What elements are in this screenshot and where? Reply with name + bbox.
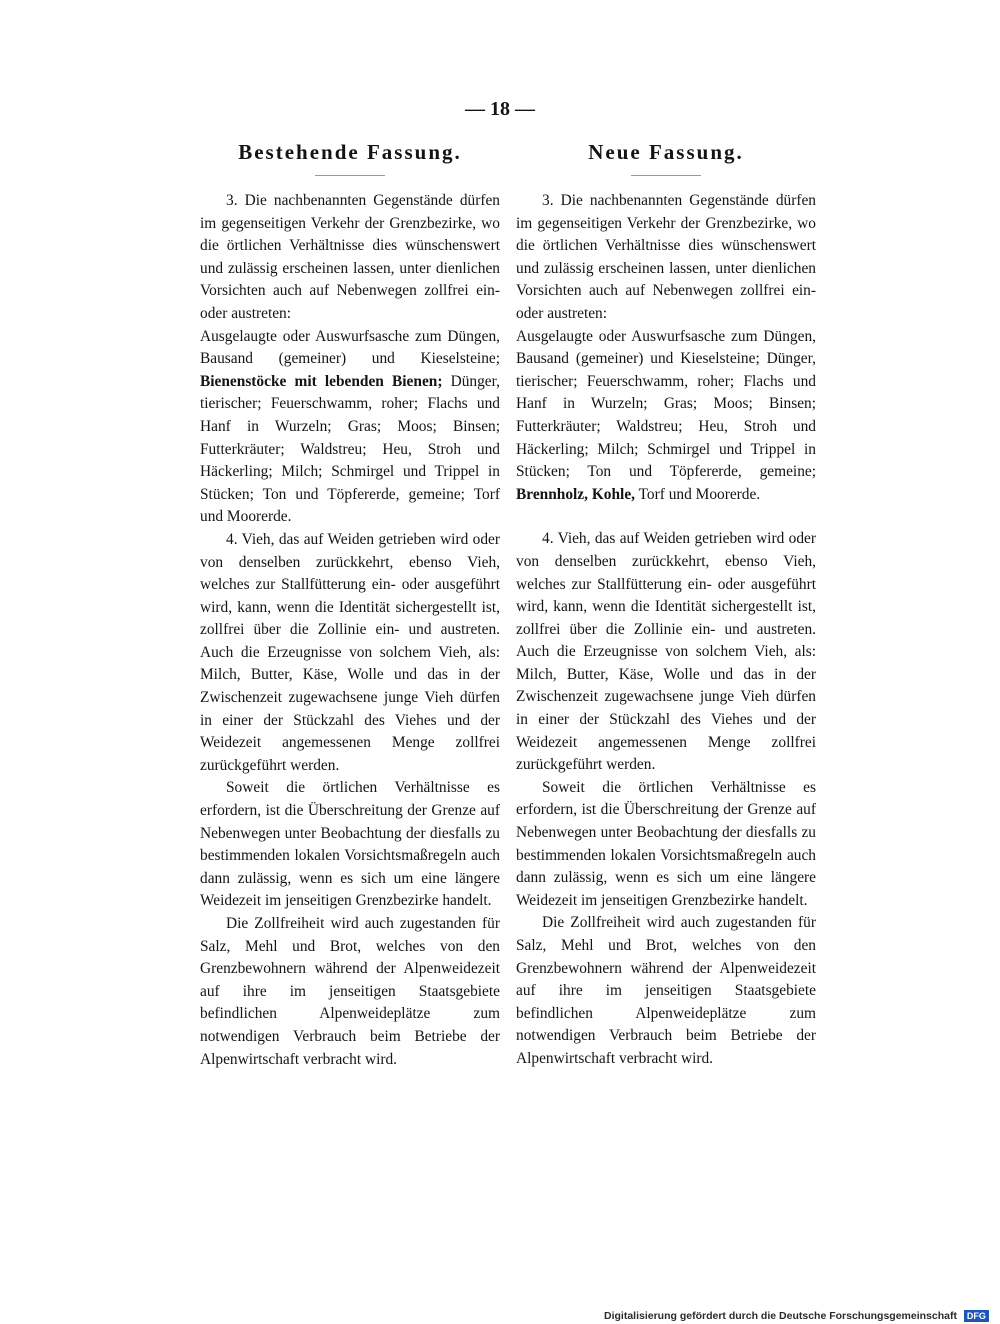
column-title: Bestehende Fassung. — [238, 140, 462, 164]
paragraph-soweit: Soweit die örtlichen Verhältnisse es erfordern, ist die Überschreitung der Grenze auf Nebenwegen unter Beobachtung der diesfalls zu bestimmenden lokalen Vorsichtsmaßregeln auch dann zulässig, wenn es sich um eine längere Weidezeit im jenseitigen Grenzbezirke handelt. — [200, 779, 500, 910]
item-3-goods-list — [200, 326, 500, 529]
item-3-intro: 3. Die nachbenannten Gegenstände dürfen im gegenseitigen Verkehr der Grenzbezirke, wo die örtlichen Verhältnisse dies wünschenswert und zulässig erscheinen lassen, unter dienlichen Vorsichten auch auf Nebenwegen zollfrei ein- oder austreten: — [516, 192, 816, 322]
page-number: — 18 — — [465, 98, 535, 120]
paragraph-zollfreiheit: Die Zollfreiheit wird auch zugestanden für Salz, Mehl und Brot, welches von den Grenzbewohnern während der Alpenweidezeit auf ihre im jenseitigen Staatsgebiete befindlichen Alpenweideplätze zum notwendigen Verbrauch beim Betriebe der Alpenwirtschaft verbracht wird. — [200, 915, 500, 1068]
dfg-logo: DFG — [964, 1310, 989, 1322]
goods-list-bold: Brennholz, Kohle, — [516, 485, 636, 503]
goods-list-part-b: Torf und Moorerde. — [638, 485, 761, 503]
goods-list-part-a: Ausgelaugte oder Auswurfsasche zum Düngen, Bausand (gemeiner) und Kieselsteine; Dünger, tierischer; Feuerschwamm, roher; Flachs und Hanf in Wurzeln; Gras; Moos; Binsen; Futterkräuter; Waldstreu; Heu, Stroh und Häckerling; Milch; Schmirgel und Trippel in Stücken; Ton und Töpfererde, gemeine; — [516, 327, 816, 481]
goods-list-part-b: Dünger, tierischer; Feuerschwamm, roher; Flachs und Hanf in Wurzeln; Gras; Moos; Binsen; Futterkräuter; Waldstreu; Heu, Stroh und Häckerling; Milch; Schmirgel und Trippel in Stücken; Ton und Töpfererde, gemeine; Torf und Moorerde. — [200, 372, 500, 526]
column-existing-version — [200, 140, 500, 1071]
paragraph-soweit: Soweit die örtlichen Verhältnisse es erfordern, ist die Überschreitung der Grenze auf Nebenwegen unter Beobachtung der diesfalls zu bestimmenden lokalen Vorsichtsmaßregeln auch dann zulässig, wenn es sich um eine längere Weidezeit im jenseitigen Grenzbezirke handelt. — [516, 778, 816, 909]
goods-list-part-a: Ausgelaugte oder Auswurfsasche zum Düngen, Bausand (gemeiner) und Kieselsteine; — [200, 327, 500, 368]
title-divider — [631, 175, 701, 176]
item-3-intro: 3. Die nachbenannten Gegenstände dürfen im gegenseitigen Verkehr der Grenzbezirke, wo die örtlichen Verhältnisse dies wünschenswert und zulässig erscheinen lassen, unter dienlichen Vorsichten auch auf Nebenwegen zollfrei ein- oder austreten: — [200, 192, 500, 322]
goods-list-bold: Bienenstöcke mit lebenden Bienen; — [200, 372, 443, 390]
digitization-footer — [604, 1310, 989, 1322]
column-title: Neue Fassung. — [588, 140, 744, 164]
item-4-paragraph: 4. Vieh, das auf Weiden getrieben wird oder von denselben zurückkehrt, ebenso Vieh, welches zur Stallfütterung ein- oder ausgeführt wird, kann, wenn die Identität sichergestellt ist, zollfrei über die Zollinie ein- und austreten. Auch die Erzeugnisse von solchem Vieh, als: Milch, Butter, Käse, Wolle und das in der Zwischenzeit zugewachsene junge Vieh dürfen in einer der Stückzahl des Viehes und der Weidezeit angemessenen Menge zollfrei zurückgeführt werden. — [200, 530, 500, 774]
column-new-version — [516, 140, 816, 1071]
item-3-goods-list — [516, 326, 816, 507]
item-4-paragraph: 4. Vieh, das auf Weiden getrieben wird oder von denselben zurückkehrt, ebenso Vieh, welches zur Stallfütterung ein- oder ausgeführt wird, kann, wenn die Identität sichergestellt ist, zollfrei über die Zollinie ein- und austreten. Auch die Erzeugnisse von solchem Vieh, als: Milch, Butter, Käse, Wolle und das in der Zwischenzeit zugewachsene junge Vieh dürfen in einer der Stückzahl des Viehes und der Weidezeit angemessenen Menge zollfrei zurückgeführt werden. — [516, 530, 816, 774]
footer-text: Digitalisierung gefördert durch die Deutsche Forschungsgemeinschaft — [604, 1310, 957, 1322]
title-divider — [315, 175, 385, 176]
paragraph-zollfreiheit: Die Zollfreiheit wird auch zugestanden für Salz, Mehl und Brot, welches von den Grenzbewohnern während der Alpenweidezeit auf ihre im jenseitigen Staatsgebiete befindlichen Alpenweideplätze zum notwendigen Verbrauch beim Betriebe der Alpenwirtschaft verbracht wird. — [516, 914, 816, 1067]
